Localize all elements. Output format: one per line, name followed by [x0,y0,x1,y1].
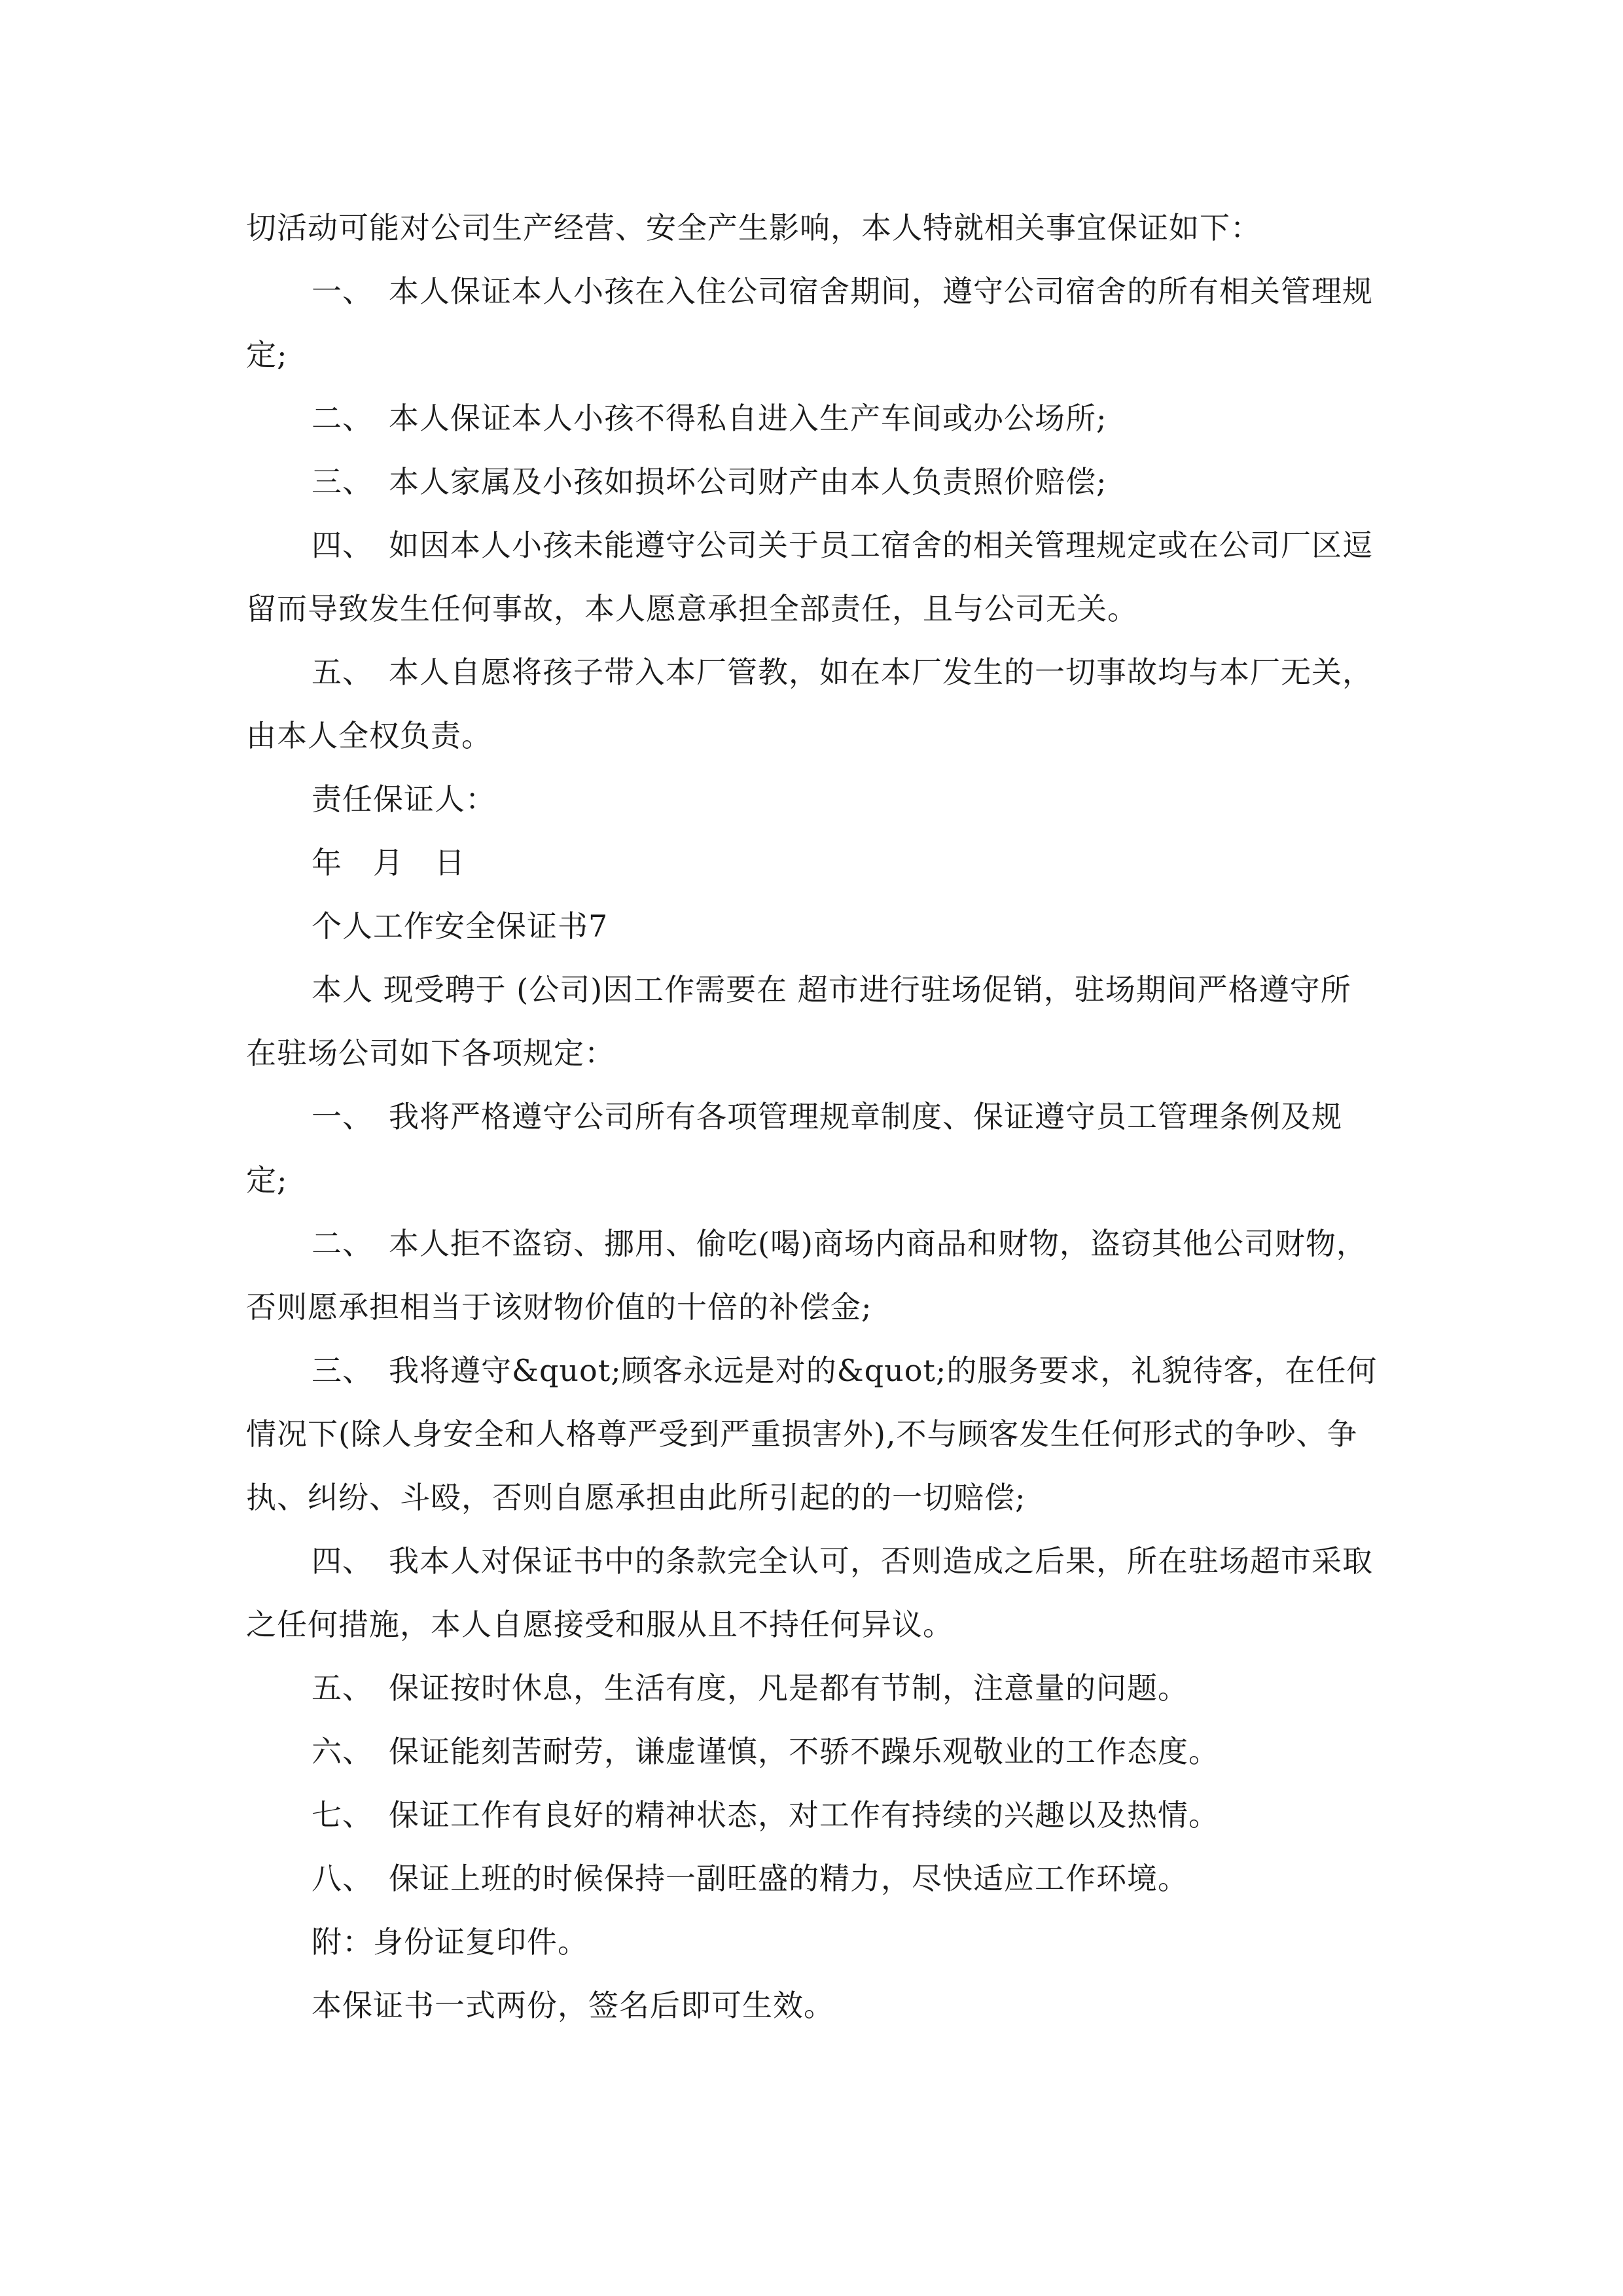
paragraph-rule-6: 六、 保证能刻苦耐劳，谦虚谨慎，不骄不躁乐观敬业的工作态度。 [312,1734,1219,1769]
paragraph-continuation: 切活动可能对公司生产经营、安全产生影响，本人特就相关事宜保证如下： [246,210,1261,245]
paragraph-rule-3: 三、 我将遵守&quot;顾客永远是对的&quot;的服务要求，礼貌待客，在任何情况下(除人身安全和人格尊严受到严重损害外),不与顾客发生任何形式的争吵、争执、纠纷、斗殴，否则自愿承担由此所引起的的一切赔偿; [246,1353,1378,1515]
attachment-note: 附：身份证复印件。 [312,1924,588,1960]
paragraph-clause-2: 二、 本人保证本人小孩不得私自进入生产车间或办公场所; [312,401,1107,436]
paragraph-rule-8: 八、 保证上班的时候保持一副旺盛的精力，尽快适应工作环境。 [312,1861,1188,1896]
paragraph-clause-3: 三、 本人家属及小孩如损坏公司财产由本人负责照价赔偿; [312,464,1107,499]
paragraph-rule-1: 一、 我将严格遵守公司所有各项管理规章制度、保证遵守员工管理条例及规定; [246,1099,1342,1198]
document-body [246,196,1378,2037]
paragraph-rule-2: 二、 本人拒不盗窃、挪用、偷吃(喝)商场内商品和财物，盗窃其他公司财物，否则愿承担相当于该财物价值的十倍的补偿金; [246,1226,1367,1325]
date-line: 年 月 日 [312,845,465,880]
paragraph-intro: 本人 现受聘于 (公司)因工作需要在 超市进行驻场促销，驻场期间严格遵守所在驻场公司如下各项规定： [246,972,1351,1071]
paragraph-clause-4: 四、 如因本人小孩未能遵守公司关于员工宿舍的相关管理规定或在公司厂区逗留而导致发生任何事故，本人愿意承担全部责任，且与公司无关。 [246,528,1373,626]
guarantor-line: 责任保证人： [312,781,496,817]
paragraph-clause-5: 五、 本人自愿将孩子带入本厂管教，如在本厂发生的一切事故均与本厂无关，由本人全权负责。 [246,655,1373,753]
paragraph-rule-7: 七、 保证工作有良好的精神状态，对工作有持续的兴趣以及热情。 [312,1797,1219,1833]
paragraph-clause-1: 一、 本人保证本人小孩在入住公司宿舍期间，遵守公司宿舍的所有相关管理规定; [246,274,1373,372]
paragraph-rule-5: 五、 保证按时休息，生活有度，凡是都有节制，注意量的问题。 [312,1670,1188,1706]
paragraph-rule-4: 四、 我本人对保证书中的条款完全认可，否则造成之后果，所在驻场超市采取之任何措施，本人自愿接受和服从且不持任何异议。 [246,1543,1373,1642]
closing-note: 本保证书一式两份，签名后即可生效。 [312,1988,834,2023]
section-heading: 个人工作安全保证书7 [312,908,609,944]
